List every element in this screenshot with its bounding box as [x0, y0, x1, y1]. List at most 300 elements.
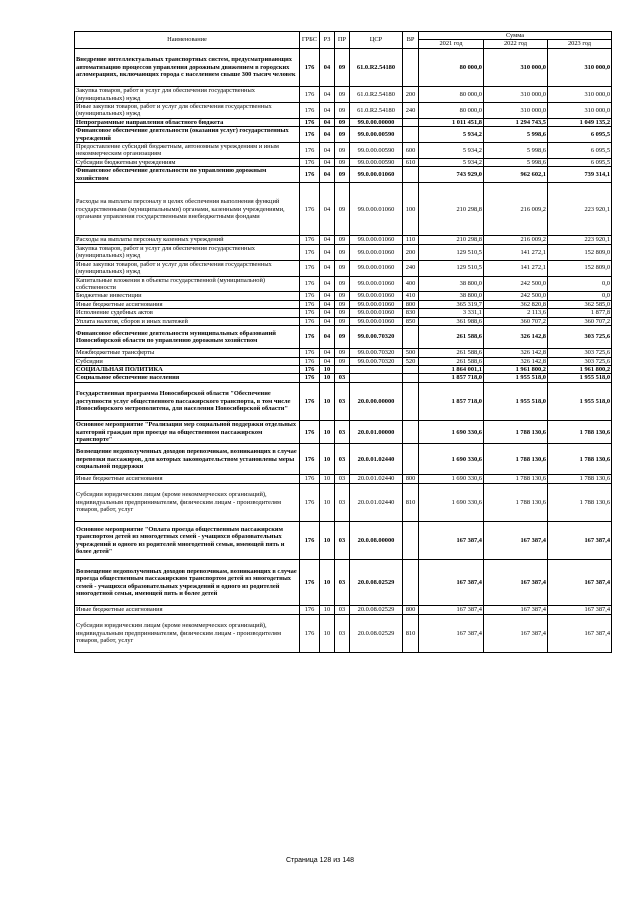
row-pr: 09: [335, 357, 350, 365]
row-grbs: 176: [300, 167, 320, 183]
row-sum-2023: 223 920,1: [548, 183, 612, 236]
row-sum-2021: 5 934,2: [419, 127, 484, 143]
row-sum-2021: 38 800,0: [419, 276, 484, 292]
row-csr: 99.0.00.00590: [350, 127, 403, 143]
header-sum: Сумма: [419, 32, 612, 40]
row-grbs: 176: [300, 357, 320, 365]
row-csr: [350, 366, 403, 374]
row-sum-2022: 5 998,6: [484, 158, 548, 166]
row-rz: 04: [320, 357, 335, 365]
row-grbs: 176: [300, 48, 320, 86]
table-row: [75, 102, 612, 118]
table-row: [75, 260, 612, 276]
row-rz: 10: [320, 560, 335, 606]
page-footer: Страница 128 из 148: [285, 857, 355, 864]
row-csr: 99.0.00.70320: [350, 325, 403, 348]
row-csr: 20.0.01.02440: [350, 444, 403, 475]
table-row: [75, 444, 612, 475]
row-sum-2022: 141 272,1: [484, 244, 548, 260]
row-csr: 99.0.00.01060: [350, 276, 403, 292]
row-sum-2023: 303 725,6: [548, 325, 612, 348]
row-name: Исполнение судебных актов: [75, 309, 300, 317]
row-pr: 03: [335, 483, 350, 521]
row-csr: 99.0.00.01060: [350, 260, 403, 276]
row-sum-2022: 167 387,4: [484, 521, 548, 559]
row-sum-2021: 365 319,7: [419, 300, 484, 308]
row-sum-2022: 326 142,8: [484, 357, 548, 365]
row-rz: 10: [320, 475, 335, 483]
row-sum-2021: 210 298,8: [419, 183, 484, 236]
row-sum-2022: 167 387,4: [484, 614, 548, 652]
row-pr: 09: [335, 167, 350, 183]
row-sum-2022: 216 009,2: [484, 183, 548, 236]
row-sum-2022: 326 142,8: [484, 325, 548, 348]
row-sum-2023: 1 955 518,0: [548, 382, 612, 420]
header-year-2021: 2021 год: [419, 40, 484, 48]
row-rz: 10: [320, 483, 335, 521]
row-grbs: 176: [300, 421, 320, 444]
header-year-2023: 2023 год: [548, 40, 612, 48]
row-grbs: 176: [300, 475, 320, 483]
row-sum-2023: 362 585,0: [548, 300, 612, 308]
row-vr: [403, 444, 419, 475]
row-sum-2023: 152 809,0: [548, 260, 612, 276]
row-rz: 04: [320, 48, 335, 86]
row-sum-2022: 360 707,2: [484, 317, 548, 325]
table-row: [75, 48, 612, 86]
table-row: [75, 317, 612, 325]
row-sum-2021: 361 988,6: [419, 317, 484, 325]
table-row: [75, 382, 612, 420]
row-name: Внедрение интеллектуальных транспортных систем, предусматривающих автоматизацию процессов управления дорожным движением в городских агломерациях, включающих города с населением свыше 300 тысяч человек: [75, 48, 300, 86]
row-sum-2021: 210 298,8: [419, 236, 484, 244]
row-sum-2022: 216 009,2: [484, 236, 548, 244]
row-csr: 99.0.00.01060: [350, 309, 403, 317]
row-rz: 04: [320, 118, 335, 126]
row-grbs: 176: [300, 87, 320, 103]
row-csr: 99.0.00.70320: [350, 357, 403, 365]
row-pr: 09: [335, 325, 350, 348]
row-sum-2023: 739 314,1: [548, 167, 612, 183]
table-row: [75, 183, 612, 236]
row-grbs: 176: [300, 276, 320, 292]
row-vr: [403, 421, 419, 444]
row-sum-2023: 1 788 130,6: [548, 475, 612, 483]
row-name: Возмещение недополученных доходов перевозчикам, возникающих в случае проезда общественным пассажирским транспортом детей из многодетных семей - учащихся образовательных учреждений и одного из родителей многодетной семьи, имеющей пять и более детей: [75, 560, 300, 606]
row-sum-2023: 0,0: [548, 276, 612, 292]
row-sum-2021: 1 864 001,1: [419, 366, 484, 374]
row-pr: 03: [335, 374, 350, 382]
row-rz: 04: [320, 292, 335, 300]
row-vr: 610: [403, 158, 419, 166]
row-rz: 04: [320, 102, 335, 118]
row-name: Бюджетные инвестиции: [75, 292, 300, 300]
row-vr: [403, 521, 419, 559]
row-sum-2021: 1 011 451,8: [419, 118, 484, 126]
row-vr: 200: [403, 244, 419, 260]
row-pr: 09: [335, 183, 350, 236]
row-sum-2023: 1 049 135,2: [548, 118, 612, 126]
row-csr: 61.0.R2.54180: [350, 87, 403, 103]
row-vr: 200: [403, 87, 419, 103]
row-sum-2023: 0,0: [548, 292, 612, 300]
row-sum-2022: 1 788 130,6: [484, 444, 548, 475]
row-pr: 09: [335, 87, 350, 103]
row-rz: 04: [320, 127, 335, 143]
row-vr: [403, 127, 419, 143]
row-vr: 500: [403, 349, 419, 357]
table-row: [75, 349, 612, 357]
row-pr: 09: [335, 48, 350, 86]
row-sum-2023: 167 387,4: [548, 614, 612, 652]
row-vr: 240: [403, 260, 419, 276]
row-sum-2023: 1 961 800,2: [548, 366, 612, 374]
row-sum-2022: 1 955 518,0: [484, 382, 548, 420]
row-rz: 04: [320, 300, 335, 308]
row-rz: 04: [320, 309, 335, 317]
table-row: [75, 118, 612, 126]
row-name: Финансовое обеспечение деятельности по управлению дорожным хозяйством: [75, 167, 300, 183]
row-pr: 09: [335, 118, 350, 126]
row-csr: 99.0.00.01060: [350, 167, 403, 183]
row-sum-2021: 129 510,5: [419, 260, 484, 276]
row-sum-2023: 6 095,5: [548, 127, 612, 143]
row-grbs: 176: [300, 444, 320, 475]
row-vr: [403, 366, 419, 374]
row-name: Иные бюджетные ассигнования: [75, 300, 300, 308]
row-vr: [403, 167, 419, 183]
row-vr: 850: [403, 317, 419, 325]
row-rz: 04: [320, 276, 335, 292]
row-grbs: 176: [300, 244, 320, 260]
row-sum-2022: 1 788 130,6: [484, 421, 548, 444]
table-row: [75, 614, 612, 652]
row-sum-2023: 310 000,0: [548, 87, 612, 103]
table-row: [75, 366, 612, 374]
row-pr: 09: [335, 260, 350, 276]
row-rz: 10: [320, 374, 335, 382]
row-pr: 09: [335, 309, 350, 317]
table-row: [75, 236, 612, 244]
row-sum-2021: 38 800,0: [419, 292, 484, 300]
row-csr: 20.0.08.02529: [350, 606, 403, 614]
table-row: [75, 483, 612, 521]
row-rz: 10: [320, 521, 335, 559]
row-rz: 04: [320, 260, 335, 276]
row-grbs: 176: [300, 317, 320, 325]
table-row: [75, 276, 612, 292]
row-csr: 20.0.01.00000: [350, 421, 403, 444]
row-sum-2021: 5 934,2: [419, 143, 484, 159]
row-vr: 810: [403, 483, 419, 521]
row-grbs: 176: [300, 606, 320, 614]
row-sum-2022: 962 602,1: [484, 167, 548, 183]
row-csr: 20.0.00.00000: [350, 382, 403, 420]
row-pr: 09: [335, 317, 350, 325]
row-csr: 61.0.R2.54180: [350, 102, 403, 118]
row-vr: [403, 374, 419, 382]
row-name: СОЦИАЛЬНАЯ ПОЛИТИКА: [75, 366, 300, 374]
row-sum-2021: 167 387,4: [419, 614, 484, 652]
row-sum-2023: 167 387,4: [548, 606, 612, 614]
row-vr: 830: [403, 309, 419, 317]
row-csr: 99.0.00.01060: [350, 300, 403, 308]
row-sum-2022: 167 387,4: [484, 560, 548, 606]
row-grbs: 176: [300, 382, 320, 420]
table-row: [75, 292, 612, 300]
table-row: [75, 374, 612, 382]
row-sum-2021: 261 588,6: [419, 325, 484, 348]
row-sum-2023: 303 725,6: [548, 357, 612, 365]
row-sum-2023: 1 788 130,6: [548, 483, 612, 521]
table-row: [75, 560, 612, 606]
row-pr: 03: [335, 475, 350, 483]
row-vr: [403, 382, 419, 420]
row-sum-2021: 3 331,1: [419, 309, 484, 317]
row-rz: 04: [320, 87, 335, 103]
row-sum-2021: 80 000,0: [419, 102, 484, 118]
row-pr: 09: [335, 349, 350, 357]
row-sum-2021: 80 000,0: [419, 48, 484, 86]
row-grbs: 176: [300, 366, 320, 374]
row-csr: 20.0.08.00000: [350, 521, 403, 559]
row-vr: 110: [403, 236, 419, 244]
row-vr: [403, 48, 419, 86]
row-rz: 10: [320, 444, 335, 475]
row-sum-2022: 1 294 743,5: [484, 118, 548, 126]
table-row: [75, 606, 612, 614]
row-grbs: 176: [300, 118, 320, 126]
row-name: Основное мероприятие "Оплата проезда общественным пассажирским транспортом детей из многодетных семей - учащихся образовательных учреждений и одного из родителей многодетной семьи, имеющей пять и более детей": [75, 521, 300, 559]
row-grbs: 176: [300, 292, 320, 300]
row-pr: 03: [335, 560, 350, 606]
row-grbs: 176: [300, 102, 320, 118]
row-name: Непрограммные направления областного бюджета: [75, 118, 300, 126]
row-sum-2021: 1 690 330,6: [419, 444, 484, 475]
row-pr: 09: [335, 158, 350, 166]
table-body: [75, 48, 612, 652]
row-csr: 99.0.00.70320: [350, 349, 403, 357]
row-rz: 04: [320, 236, 335, 244]
row-csr: 99.0.00.01060: [350, 236, 403, 244]
row-pr: 03: [335, 444, 350, 475]
row-sum-2021: 129 510,5: [419, 244, 484, 260]
row-csr: [350, 374, 403, 382]
row-name: Государственная программа Новосибирской области "Обеспечение доступности услуг общественного пассажирского транспорта, в том числе Новосибирского метрополитена, для населения Новосибирской области": [75, 382, 300, 420]
row-name: Иные закупки товаров, работ и услуг для обеспечения государственных (муниципальных) нужд: [75, 102, 300, 118]
row-name: Финансовое обеспечение деятельности (оказания услуг) государственных учреждений: [75, 127, 300, 143]
row-sum-2022: 310 000,0: [484, 102, 548, 118]
row-sum-2023: 152 809,0: [548, 244, 612, 260]
header-vr: ВР: [403, 32, 419, 49]
row-vr: 100: [403, 183, 419, 236]
row-pr: 09: [335, 236, 350, 244]
row-grbs: 176: [300, 236, 320, 244]
row-sum-2023: 167 387,4: [548, 521, 612, 559]
row-sum-2022: 5 998,6: [484, 143, 548, 159]
row-sum-2022: 167 387,4: [484, 606, 548, 614]
row-sum-2023: 1 788 130,6: [548, 421, 612, 444]
row-sum-2021: 1 690 330,6: [419, 421, 484, 444]
row-sum-2021: 261 588,6: [419, 357, 484, 365]
row-vr: [403, 325, 419, 348]
row-pr: 09: [335, 143, 350, 159]
row-pr: 03: [335, 421, 350, 444]
row-csr: 99.0.00.01060: [350, 244, 403, 260]
row-sum-2021: 1 857 718,0: [419, 382, 484, 420]
row-name: Возмещение недополученных доходов перевозчикам, возникающих в случае перевозки пассажиров, для которых законодательством установлены меры социальной поддержки: [75, 444, 300, 475]
row-pr: 09: [335, 300, 350, 308]
row-pr: 09: [335, 244, 350, 260]
row-csr: 99.0.00.01060: [350, 183, 403, 236]
row-grbs: 176: [300, 183, 320, 236]
row-name: Уплата налогов, сборов и иных платежей: [75, 317, 300, 325]
row-rz: 10: [320, 382, 335, 420]
row-vr: [403, 118, 419, 126]
table-header: [75, 32, 612, 49]
row-csr: 99.0.00.01060: [350, 317, 403, 325]
row-pr: 03: [335, 614, 350, 652]
row-name: Основное мероприятие "Реализация мер социальной поддержки отдельных категорий граждан при проезде на общественном пассажирском транспорте": [75, 421, 300, 444]
row-sum-2022: 2 113,6: [484, 309, 548, 317]
row-name: Расходы на выплаты персоналу казенных учреждений: [75, 236, 300, 244]
row-rz: 04: [320, 143, 335, 159]
row-csr: 99.0.00.00590: [350, 158, 403, 166]
row-vr: 400: [403, 276, 419, 292]
row-csr: 99.0.00.00000: [350, 118, 403, 126]
row-rz: 10: [320, 606, 335, 614]
row-vr: 410: [403, 292, 419, 300]
row-vr: 520: [403, 357, 419, 365]
row-name: Субсидии бюджетным учреждениям: [75, 158, 300, 166]
row-sum-2023: 6 095,5: [548, 143, 612, 159]
row-name: Предоставление субсидий бюджетным, автономным учреждениям и иным некоммерческим организациям: [75, 143, 300, 159]
row-grbs: 176: [300, 325, 320, 348]
budget-table: [74, 31, 612, 653]
header-rz: РЗ: [320, 32, 335, 49]
row-grbs: 176: [300, 300, 320, 308]
row-name: Капитальные вложения в объекты государственной (муниципальной) собственности: [75, 276, 300, 292]
row-name: Иные бюджетные ассигнования: [75, 475, 300, 483]
row-vr: 800: [403, 606, 419, 614]
row-name: Межбюджетные трансферты: [75, 349, 300, 357]
row-csr: 99.0.00.01060: [350, 292, 403, 300]
row-csr: 99.0.00.00590: [350, 143, 403, 159]
table-row: [75, 309, 612, 317]
table-row: [75, 521, 612, 559]
row-sum-2022: 310 000,0: [484, 48, 548, 86]
row-sum-2023: 310 000,0: [548, 48, 612, 86]
row-grbs: 176: [300, 309, 320, 317]
row-rz: 04: [320, 317, 335, 325]
row-pr: 03: [335, 382, 350, 420]
row-grbs: 176: [300, 374, 320, 382]
row-sum-2023: 167 387,4: [548, 560, 612, 606]
header-pr: ПР: [335, 32, 350, 49]
row-sum-2021: 80 000,0: [419, 87, 484, 103]
row-sum-2021: 167 387,4: [419, 560, 484, 606]
row-sum-2022: 1 961 800,2: [484, 366, 548, 374]
row-rz: 10: [320, 614, 335, 652]
row-sum-2023: 6 095,5: [548, 158, 612, 166]
row-sum-2023: 223 920,1: [548, 236, 612, 244]
table-row: [75, 143, 612, 159]
row-vr: 240: [403, 102, 419, 118]
table-row: [75, 87, 612, 103]
row-sum-2021: 1 690 330,6: [419, 475, 484, 483]
row-csr: 20.0.08.02529: [350, 614, 403, 652]
row-sum-2021: 1 690 330,6: [419, 483, 484, 521]
table-row: [75, 167, 612, 183]
row-vr: 810: [403, 614, 419, 652]
budget-table-sheet: [74, 31, 611, 653]
row-name: Финансовое обеспечение деятельности муниципальных образований Новосибирской области по управлению дорожным хозяйством: [75, 325, 300, 348]
row-sum-2023: 1 877,8: [548, 309, 612, 317]
row-sum-2023: 303 725,6: [548, 349, 612, 357]
row-name: Закупка товаров, работ и услуг для обеспечения государственных (муниципальных) нужд: [75, 87, 300, 103]
row-vr: 600: [403, 143, 419, 159]
table-row: [75, 325, 612, 348]
row-csr: 20.0.01.02440: [350, 483, 403, 521]
row-sum-2023: 1 955 518,0: [548, 374, 612, 382]
row-grbs: 176: [300, 143, 320, 159]
row-sum-2023: 1 788 130,6: [548, 444, 612, 475]
row-name: Иные бюджетные ассигнования: [75, 606, 300, 614]
row-sum-2022: 1 788 130,6: [484, 475, 548, 483]
row-rz: 04: [320, 167, 335, 183]
row-name: Расходы на выплаты персоналу в целях обеспечения выполнения функций государственными (муниципальными) органами, казенными учреждениями, органами управления государственными внебюджетными фондами: [75, 183, 300, 236]
row-grbs: 176: [300, 158, 320, 166]
row-name: Субсидии юридическим лицам (кроме некоммерческих организаций), индивидуальным предпринимателям, физическим лицам - производителям товаров, работ, услуг: [75, 614, 300, 652]
row-sum-2021: 167 387,4: [419, 606, 484, 614]
row-vr: [403, 560, 419, 606]
row-vr: 800: [403, 300, 419, 308]
row-name: Субсидии: [75, 357, 300, 365]
row-sum-2023: 360 707,2: [548, 317, 612, 325]
row-name: Закупка товаров, работ и услуг для обеспечения государственных (муниципальных) нужд: [75, 244, 300, 260]
row-sum-2022: 242 500,0: [484, 292, 548, 300]
table-row: [75, 244, 612, 260]
header-year-2022: 2022 год: [484, 40, 548, 48]
row-grbs: 176: [300, 260, 320, 276]
row-grbs: 176: [300, 483, 320, 521]
row-rz: 04: [320, 325, 335, 348]
row-sum-2021: 743 929,0: [419, 167, 484, 183]
row-rz: 10: [320, 421, 335, 444]
row-grbs: 176: [300, 560, 320, 606]
row-pr: [335, 366, 350, 374]
row-sum-2021: 1 857 718,0: [419, 374, 484, 382]
table-row: [75, 127, 612, 143]
row-name: Иные закупки товаров, работ и услуг для обеспечения государственных (муниципальных) нужд: [75, 260, 300, 276]
row-name: Социальное обеспечение населения: [75, 374, 300, 382]
row-pr: 03: [335, 606, 350, 614]
row-pr: 09: [335, 102, 350, 118]
row-rz: 04: [320, 349, 335, 357]
row-sum-2022: 5 998,6: [484, 127, 548, 143]
row-sum-2022: 1 788 130,6: [484, 483, 548, 521]
table-row: [75, 357, 612, 365]
table-row: [75, 300, 612, 308]
row-sum-2022: 326 142,8: [484, 349, 548, 357]
row-sum-2022: 141 272,1: [484, 260, 548, 276]
row-sum-2021: 261 588,6: [419, 349, 484, 357]
row-pr: 09: [335, 292, 350, 300]
row-grbs: 176: [300, 349, 320, 357]
row-sum-2023: 310 000,0: [548, 102, 612, 118]
table-row: [75, 475, 612, 483]
row-sum-2022: 242 500,0: [484, 276, 548, 292]
